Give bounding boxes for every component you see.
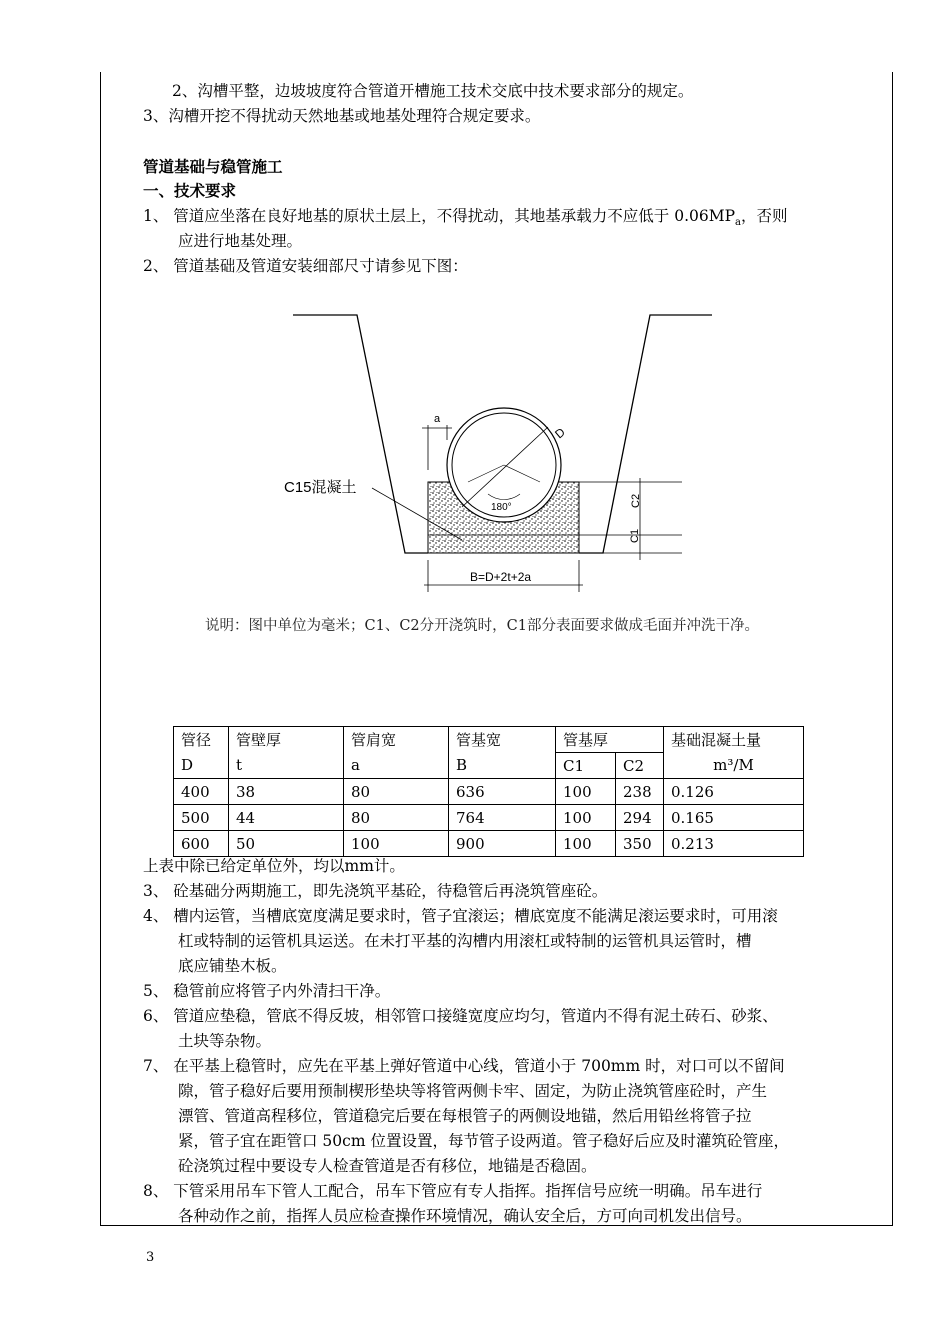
table-cell: 0.165 [664, 805, 804, 831]
text-line: 6、 管道应垫稳，管底不得反坡，相邻管口接缝宽度应均匀，管道内不得有泥土砖石、砂浆、 [143, 1007, 778, 1025]
header-cell: m³/M [664, 753, 804, 779]
table-cell: 350 [616, 831, 664, 857]
table-cell: 80 [344, 805, 449, 831]
table-subheader-row [174, 753, 804, 779]
table-cell: 100 [344, 831, 449, 857]
header-cell: 管基厚 [556, 727, 664, 753]
table-row [174, 831, 804, 857]
table-cell: 0.213 [664, 831, 804, 857]
table-cell: 100 [556, 831, 616, 857]
requirement-1-cont: 应进行地基处理。 [178, 232, 303, 250]
table-cell: 100 [556, 779, 616, 805]
text-line: 8、 下管采用吊车下管人工配合，吊车下管应有专人指挥。指挥信号应统一明确。吊车进行 [143, 1182, 763, 1200]
table-note: 上表中除已给定单位外，均以mm计。 [143, 857, 405, 875]
angle-label: 180° [491, 502, 512, 513]
dim-d-label: D [552, 424, 568, 442]
text-line: 4、 槽内运管，当槽底宽度满足要求时，管子宜滚运；槽底宽度不能满足滚运要求时，可用滚 [143, 907, 778, 925]
text-line: 2、沟槽平整，边坡坡度符合管道开槽施工技术交底中技术要求部分的规定。 [172, 82, 694, 100]
text-line: 紧，管子宜在距管口 50cm 位置设置，每节管子设两道。管子稳好后应及时灌筑砼管座， [178, 1132, 789, 1150]
table-cell: 38 [229, 779, 344, 805]
table-cell: 50 [229, 831, 344, 857]
table-cell: 44 [229, 805, 344, 831]
header-cell: D [174, 753, 229, 779]
text-line: 砼浇筑过程中要设专人检查管道是否有移位，地锚是否稳固。 [178, 1157, 597, 1175]
unit-subscript: a [735, 217, 741, 229]
requirement-1-tail: ，否则 [741, 207, 788, 225]
section-title: 管道基础与稳管施工 [143, 157, 283, 176]
header-cell: B [449, 753, 556, 779]
text-line: 底应铺垫木板。 [178, 957, 287, 975]
dim-c1-label: C1 [629, 528, 641, 543]
table-cell: 80 [344, 779, 449, 805]
requirement-2: 2、 管道基础及管道安装细部尺寸请参见下图： [143, 257, 468, 275]
table-row [174, 805, 804, 831]
header-cell: C1 [556, 753, 616, 779]
subsection-title: 一、技术要求 [143, 181, 237, 200]
text-line: 隙，管子稳好后要用预制楔形垫块等将管两侧卡牢、固定，为防止浇筑管座砼时，产生 [178, 1082, 768, 1100]
table-cell: 764 [449, 805, 556, 831]
table-cell: 100 [556, 805, 616, 831]
text-line: 3、 砼基础分两期施工，即先浇筑平基砼，待稳管后再浇筑管座砼。 [143, 882, 608, 900]
header-cell: 管肩宽 [344, 727, 449, 753]
table-cell: 400 [174, 779, 229, 805]
figure-caption: 说明：图中单位为毫米；C1、C2分开浇筑时，C1部分表面要求做成毛面并冲洗干净。 [205, 618, 759, 634]
table-cell: 636 [449, 779, 556, 805]
text-line: 5、 稳管前应将管子内外清扫干净。 [143, 982, 391, 1000]
trench-right-wall [579, 315, 712, 553]
dim-c2-label: C2 [630, 493, 642, 508]
header-cell: t [229, 753, 344, 779]
header-cell: 管壁厚 [229, 727, 344, 753]
text-line: 各种动作之前，指挥人员应检查操作环境情况，确认安全后，方可向司机发出信号。 [178, 1207, 752, 1225]
width-formula: B=D+2t+2a [470, 570, 532, 584]
dim-a-label: a [434, 413, 441, 425]
pipe-foundation-diagram [280, 300, 720, 600]
requirement-1 [143, 206, 788, 233]
text-line: 土块等杂物。 [178, 1032, 272, 1050]
table-cell: 294 [616, 805, 664, 831]
table-cell: 900 [449, 831, 556, 857]
pipe-spec-table [173, 726, 804, 857]
requirement-1-text: 1、 管道应坐落在良好地基的原状土层上，不得扰动，其地基承载力不应低于 0.06MP [143, 207, 736, 225]
header-cell: a [344, 753, 449, 779]
table-cell: 238 [616, 779, 664, 805]
text-line: 3、沟槽开挖不得扰动天然地基或地基处理符合规定要求。 [143, 107, 541, 125]
table-cell: 500 [174, 805, 229, 831]
text-line: 杠或特制的运管机具运送。在未打平基的沟槽内用滚杠或特制的运管机具运管时，槽 [178, 932, 752, 950]
table-header-row [174, 727, 804, 753]
trench-left-wall [293, 315, 428, 553]
header-cell: C2 [616, 753, 664, 779]
header-cell: 管径 [174, 727, 229, 753]
header-cell: 基础混凝土量 [664, 727, 804, 753]
table-cell: 600 [174, 831, 229, 857]
table-cell: 0.126 [664, 779, 804, 805]
concrete-label: C15混凝土 [284, 479, 357, 496]
text-line: 漂管、管道高程移位，管道稳完后要在每根管子的两侧设地锚，然后用铅丝将管子拉 [178, 1107, 752, 1125]
header-cell: 管基宽 [449, 727, 556, 753]
page-number: 3 [146, 1250, 155, 1265]
table-row [174, 779, 804, 805]
text-line: 7、 在平基上稳管时，应先在平基上弹好管道中心线，管道小于 700mm 时，对口可以不留间 [143, 1057, 785, 1075]
